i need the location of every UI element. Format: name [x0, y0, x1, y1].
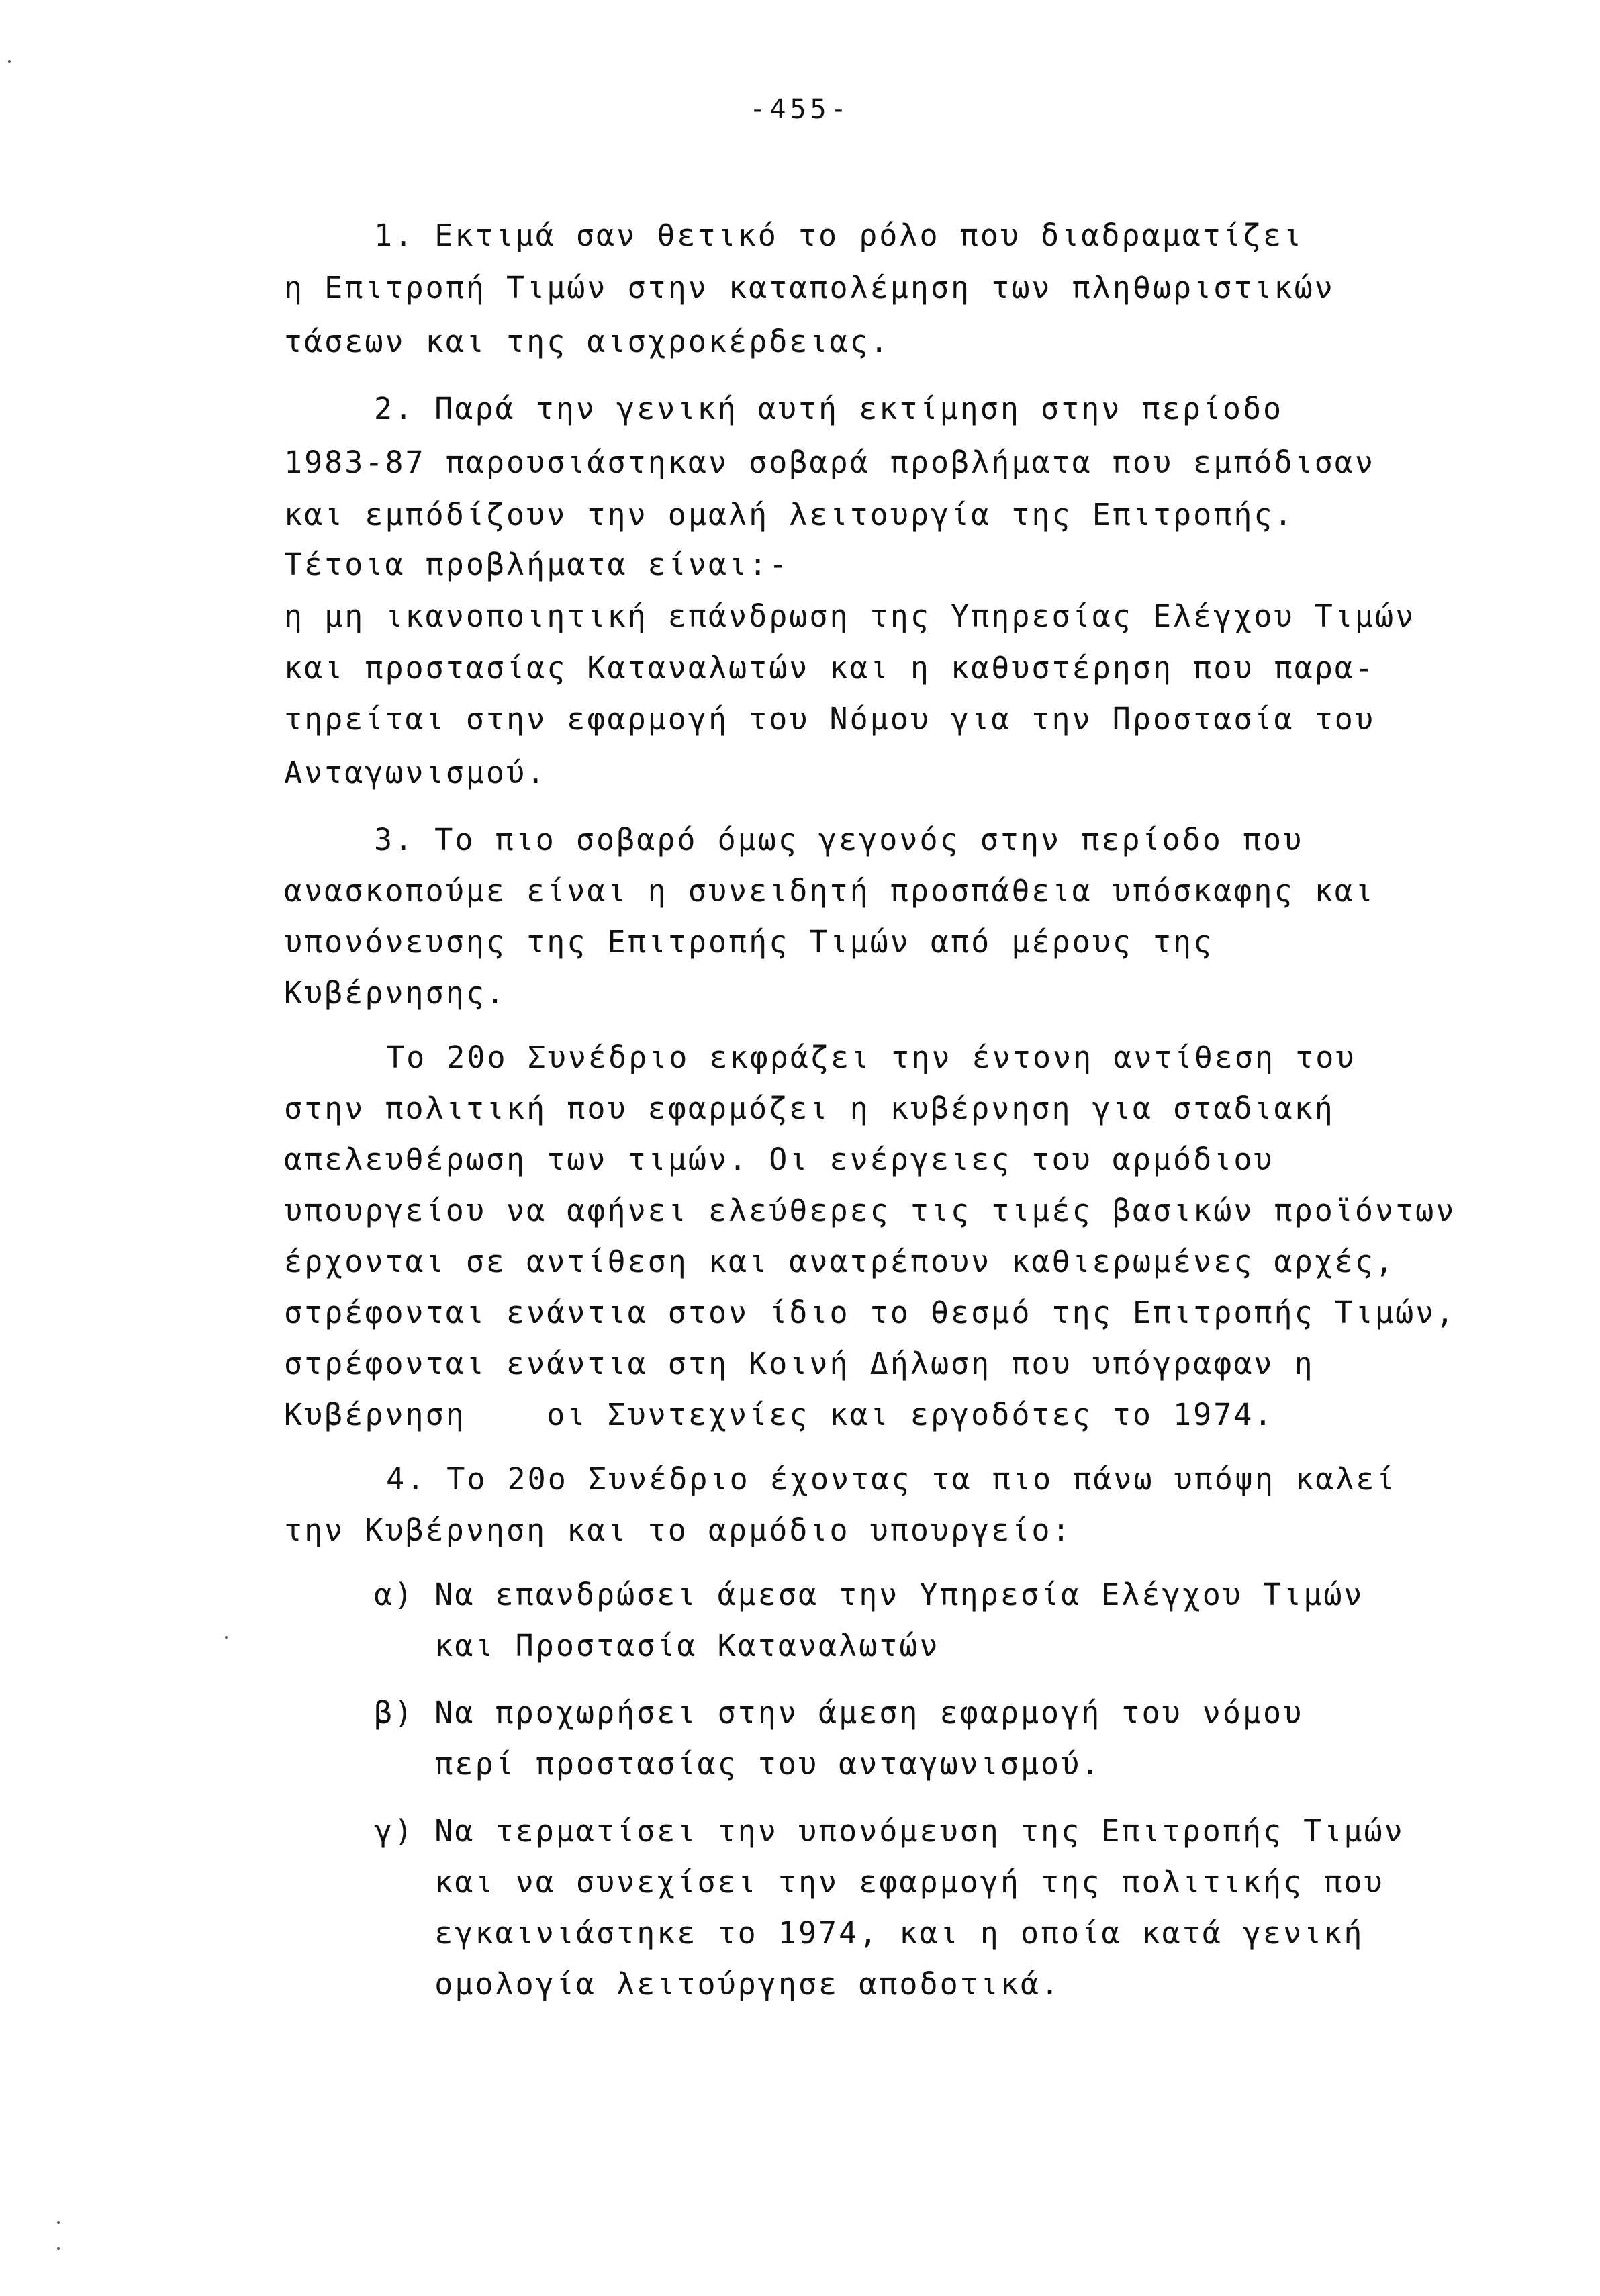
item-3-line-3: υπονόνευσης της Επιτροπής Τιμών από μέρους της [284, 924, 1214, 960]
scan-speck [57, 2221, 60, 2224]
item-4c-line-4: ομολογία λειτούργησε αποδοτικά. [374, 1966, 1062, 2002]
item-4-line-1: 4. Το 20ο Συνέδριο έχοντας τα πιο πάνω υπόψη καλεί [386, 1461, 1397, 1497]
congress-line-6: στρέφονται ενάντια στον ίδιο το θεσμό της Επιτροπής Τιμών, [284, 1295, 1456, 1330]
item-2-line-1: 2. Παρά την γενική αυτή εκτίμηση στην περίοδο [374, 391, 1284, 426]
item-2-line-8: Ανταγωνισμού. [284, 755, 547, 790]
item-4c-line-3: εγκαινιάστηκε το 1974, και η οποία κατά γενική [374, 1915, 1364, 1951]
item-4c-line-2: και να συνεχίσει την εφαρμογή της πολιτικής που [374, 1864, 1384, 1900]
item-1-line-2: η Επιτροπή Τιμών στην καταπολέμηση των πληθωριστικών [284, 270, 1335, 306]
item-2-line-7: τηρείται στην εφαρμογή του Νόμου για την Προστασία του [284, 701, 1375, 737]
item-1-line-3: τάσεων και της αισχροκέρδειας. [284, 324, 890, 359]
item-4b-line-2: περί προστασίας του ανταγωνισμού. [374, 1746, 1102, 1782]
scan-speck [57, 2247, 60, 2250]
scan-speck [8, 60, 11, 63]
scan-speck [225, 1636, 228, 1639]
item-4-line-2: την Κυβέρνηση και το αρμόδιο υπουργείο: [284, 1512, 1072, 1548]
congress-line-3: απελευθέρωση των τιμών. Οι ενέργειες του αρμόδιου [284, 1142, 1274, 1177]
item-1-line-1: 1. Εκτιμά σαν θετικό το ρόλο που διαδραματίζει [374, 218, 1304, 253]
item-4a-line-2: και Προστασία Καταναλωτών [374, 1628, 940, 1663]
item-3-line-1: 3. Το πιο σοβαρό όμως γεγονός στην περίοδο που [374, 822, 1304, 858]
congress-line-1: Το 20ο Συνέδριο εκφράζει την έντονη αντίθεση του [386, 1040, 1356, 1075]
congress-line-4: υπουργείου να αφήνει ελεύθερες τις τιμές βασικών προϊόντων [284, 1193, 1456, 1228]
item-2-line-4: Τέτοια προβλήματα είναι:- [284, 547, 790, 582]
item-4c-line-1: γ) Να τερματίσει την υπονόμευση της Επιτροπής Τιμών [374, 1813, 1405, 1849]
item-3-line-2: ανασκοπούμε είναι η συνειδητή προσπάθεια υπόσκαφης και [284, 873, 1375, 909]
congress-line-2: στην πολιτική που εφαρμόζει η κυβέρνηση για σταδιακή [284, 1091, 1335, 1126]
congress-line-7: στρέφονται ενάντια στη Κοινή Δήλωση που υπόγραφαν η [284, 1346, 1315, 1381]
item-2-line-2: 1983-87 παρουσιάστηκαν σοβαρά προβλήματα που εμπόδισαν [284, 445, 1375, 480]
page-number: -455- [749, 94, 851, 125]
congress-line-8: Κυβέρνηση οι Συντεχνίες και εργοδότες το 1974. [284, 1397, 1274, 1432]
congress-line-5: έρχονται σε αντίθεση και ανατρέπουν καθιερωμένες αρχές, [284, 1244, 1396, 1279]
item-4a-line-1: α) Να επανδρώσει άμεσα την Υπηρεσία Ελέγχου Τιμών [374, 1577, 1364, 1612]
item-3-line-4: Κυβέρνησης. [284, 975, 507, 1011]
item-2-line-5: η μη ικανοποιητική επάνδρωση της Υπηρεσίας Ελέγχου Τιμών [284, 598, 1416, 634]
item-2-line-6: και προστασίας Καταναλωτών και η καθυστέρηση που παρα- [284, 650, 1375, 686]
item-4b-line-1: β) Να προχωρήσει στην άμεση εφαρμογή του νόμου [374, 1695, 1304, 1731]
item-2-line-3: και εμπόδίζουν την ομαλή λειτουργία της Επιτροπής. [284, 497, 1295, 533]
